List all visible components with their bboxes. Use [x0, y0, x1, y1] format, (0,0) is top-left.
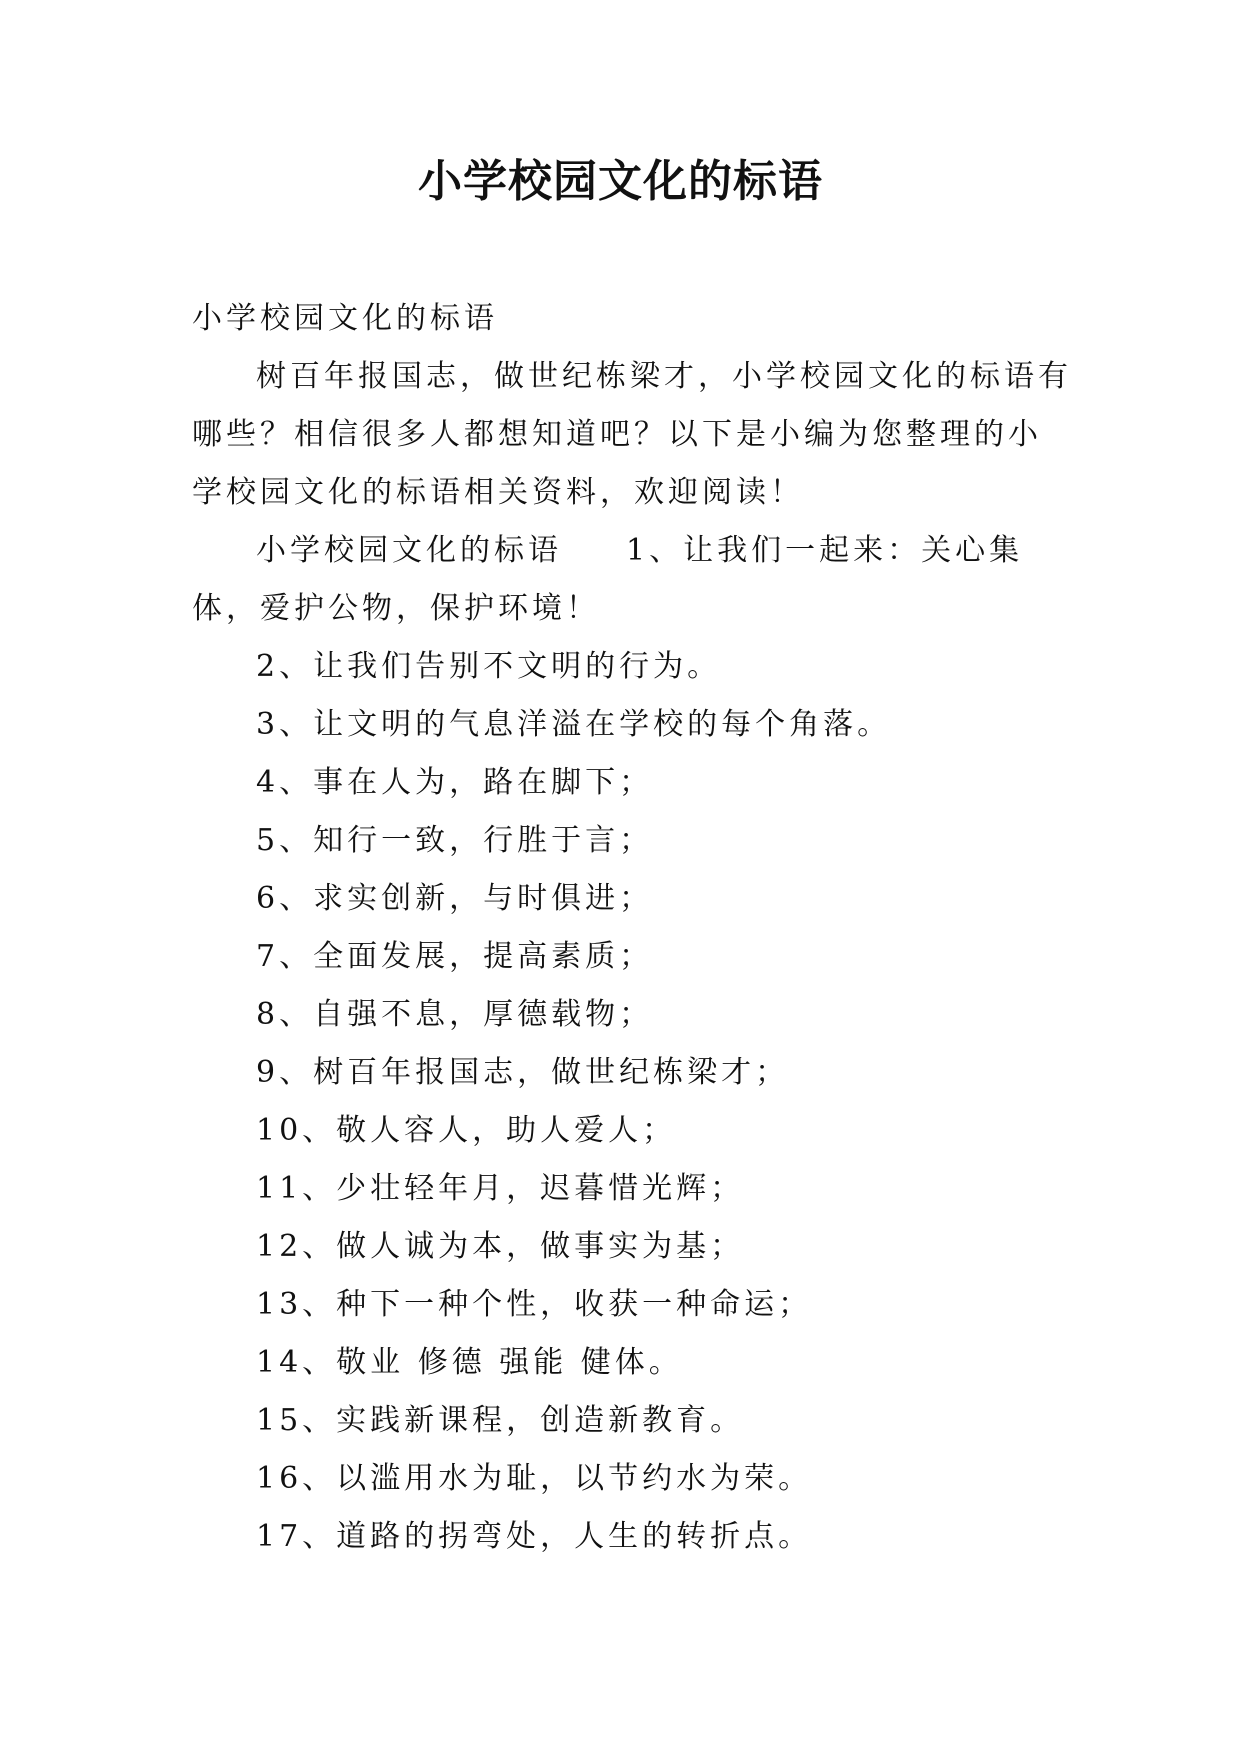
section-label: 小学校园文化的标语 [256, 533, 562, 568]
slogan-item: 2、让我们告别不文明的行为。 [256, 649, 722, 684]
slogan-item: 4、事在人为，路在脚下； [256, 765, 654, 800]
slogan-item: 9、树百年报国志，做世纪栋梁才； [256, 1055, 790, 1090]
slogan-item-1: 1、让我们一起来：关心集体，爱护公物，保护环境！ [192, 533, 1024, 626]
slogan-item: 5、知行一致，行胜于言； [256, 823, 654, 858]
section-paragraph [192, 522, 1072, 638]
slogan-item: 14、敬业 修德 强能 健体。 [256, 1345, 683, 1380]
slogan-item: 3、让文明的气息洋溢在学校的每个角落。 [256, 707, 892, 742]
intro-paragraph: 树百年报国志，做世纪栋梁才，小学校园文化的标语有哪些？相信很多人都想知道吧？以下是小编为您整理的小学校园文化的标语相关资料，欢迎阅读！ [192, 359, 1072, 510]
slogan-item: 11、少壮轻年月，迟暮惜光辉； [256, 1171, 745, 1206]
slogan-item: 13、种下一种个性，收获一种命运； [256, 1287, 813, 1322]
slogan-item: 7、全面发展，提高素质； [256, 939, 654, 974]
slogan-item: 15、实践新课程，创造新教育。 [256, 1403, 745, 1438]
document-subtitle: 小学校园文化的标语 [192, 301, 498, 336]
slogan-item: 12、做人诚为本，做事实为基； [256, 1229, 745, 1264]
document-body [192, 290, 1072, 1566]
slogan-item: 17、道路的拐弯处，人生的转折点。 [256, 1519, 813, 1554]
slogan-item: 6、求实创新，与时俱进； [256, 881, 654, 916]
slogan-item: 16、以滥用水为耻，以节约水为荣。 [256, 1461, 813, 1496]
slogan-item: 8、自强不息，厚德载物； [256, 997, 654, 1032]
document-title: 小学校园文化的标语 [418, 156, 823, 207]
slogan-item: 10、敬人容人，助人爱人； [256, 1113, 677, 1148]
